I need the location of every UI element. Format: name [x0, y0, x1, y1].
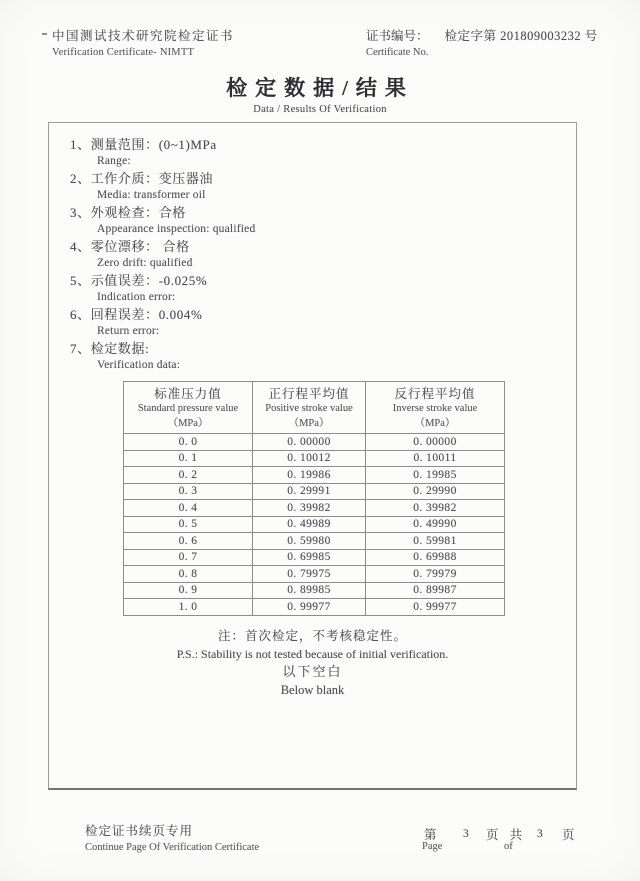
list-item	[70, 170, 576, 204]
column-unit: （MPa）	[288, 418, 330, 429]
table-cell: 0. 0	[124, 434, 253, 451]
table-cell: 0. 59981	[366, 533, 505, 550]
table-cell: 0. 00000	[366, 434, 505, 451]
table-cell: 0. 10012	[253, 450, 366, 467]
table-cell: 0. 7	[124, 549, 253, 566]
footer-pagination	[418, 825, 598, 861]
item-text-cn: 4、零位漂移： 合格	[70, 239, 190, 254]
note-block	[49, 627, 576, 699]
table-row	[124, 533, 505, 550]
table-cell: 0. 19986	[253, 467, 366, 484]
table-cell: 0. 39982	[366, 500, 505, 517]
below-blank-en: Below blank	[280, 682, 345, 697]
column-title-en: Inverse stroke value	[392, 403, 478, 414]
table-row	[124, 549, 505, 566]
item-text-en: Indication error:	[97, 291, 176, 303]
table-row	[124, 467, 505, 484]
column-title-en: Positive stroke value	[265, 403, 353, 414]
table-cell: 0. 79975	[253, 566, 366, 583]
page-label-cn-3: 页	[562, 828, 575, 842]
page-total: 3	[537, 828, 543, 840]
table-body	[124, 434, 505, 616]
list-item	[70, 340, 576, 374]
table-cell: 0. 3	[124, 483, 253, 500]
table-row	[124, 516, 505, 533]
page-label-cn-2: 页 共	[486, 828, 527, 842]
table-cell: 0. 89987	[366, 582, 505, 599]
column-title-cn: 反行程平均值	[394, 387, 476, 401]
footer-page-type-cn: 检定证书续页专用	[85, 824, 194, 838]
list-item	[70, 136, 576, 170]
of-label-en: of	[504, 841, 513, 852]
table-cell: 0. 4	[124, 500, 253, 517]
table-row	[124, 434, 505, 451]
page-title-en: Data / Results Of Verification	[253, 104, 387, 115]
table-header-row	[124, 382, 505, 434]
table-row	[124, 582, 505, 599]
table-cell: 0. 8	[124, 566, 253, 583]
item-text-cn: 5、示值误差：-0.025%	[70, 273, 208, 288]
table-cell: 0. 69985	[253, 549, 366, 566]
table-cell: 0. 89985	[253, 582, 366, 599]
table-row	[124, 566, 505, 583]
footer-page-type	[85, 821, 259, 853]
column-title-cn: 标准压力值	[154, 387, 222, 401]
certificate-number-label-cn: 证书编号：	[366, 29, 429, 43]
table-cell: 0. 49989	[253, 516, 366, 533]
item-text-cn: 6、回程误差：0.004%	[70, 307, 203, 322]
table-cell: 0. 9	[124, 582, 253, 599]
item-text-en: Media: transformer oil	[97, 189, 206, 201]
certificate-number-label-en: Certificate No.	[366, 47, 429, 58]
footer-page-type-en: Continue Page Of Verification Certificate	[85, 842, 260, 853]
column-title-cn: 正行程平均值	[268, 387, 350, 401]
table-cell: 0. 1	[124, 450, 253, 467]
table-row	[124, 500, 505, 517]
below-blank-cn: 以下空白	[282, 663, 343, 679]
verification-data-table	[123, 381, 505, 616]
certificate-number-value: 检定字第 201809003232 号	[444, 29, 598, 43]
issuer-name-cn: 中国测试技术研究院检定证书	[52, 29, 235, 43]
table-cell: 0. 2	[124, 467, 253, 484]
item-text-cn: 1、测量范围：(0~1)MPa	[70, 137, 217, 152]
list-item	[70, 306, 576, 340]
table-cell: 1. 0	[124, 599, 253, 616]
item-text-en: Range:	[97, 155, 131, 167]
list-item	[70, 238, 576, 272]
table-cell: 0. 69988	[366, 549, 505, 566]
page-number: 3	[463, 828, 469, 840]
item-text-en: Verification data:	[97, 359, 181, 371]
table-row	[124, 450, 505, 467]
item-text-cn: 3、外观检查：合格	[70, 205, 186, 220]
page-label-cn-1: 第	[424, 828, 437, 842]
page-label-en: Page	[422, 841, 443, 852]
column-unit: （MPa）	[167, 418, 209, 429]
item-text-cn: 2、工作介质：变压器油	[70, 171, 214, 186]
item-text-en: Zero drift: qualified	[97, 257, 193, 269]
table-row	[124, 599, 505, 616]
table-cell: 0. 10011	[366, 450, 505, 467]
table-cell: 0. 79979	[366, 566, 505, 583]
table-cell: 0. 00000	[253, 434, 366, 451]
list-item	[70, 204, 576, 238]
note-text-en: P.S.: Stability is not tested because of initial verification.	[176, 646, 449, 661]
note-text-cn: 注：首次检定，不考核稳定性。	[217, 628, 407, 643]
certificate-number-block	[366, 26, 598, 58]
table-cell: 0. 29991	[253, 483, 366, 500]
issuer-name-en: Verification Certificate- NIMTT	[52, 47, 195, 58]
list-item	[70, 272, 576, 306]
table-cell: 0. 99977	[253, 599, 366, 616]
table-cell: 0. 19985	[366, 467, 505, 484]
table-cell: 0. 59980	[253, 533, 366, 550]
item-text-en: Appearance inspection: qualified	[97, 223, 256, 235]
table-cell: 0. 39982	[253, 500, 366, 517]
item-text-cn: 7、检定数据:	[70, 341, 150, 356]
column-header-positive-stroke	[253, 382, 366, 434]
table-cell: 0. 6	[124, 533, 253, 550]
table-cell: 0. 49990	[366, 516, 505, 533]
item-text-en: Return error:	[97, 325, 160, 337]
scan-mark	[42, 33, 47, 35]
table-row	[124, 483, 505, 500]
column-title-en: Standard pressure value	[137, 403, 239, 414]
page-title-cn: 检定数据/结果	[226, 76, 414, 100]
table-cell: 0. 99977	[366, 599, 505, 616]
issuer-header	[52, 26, 234, 58]
column-unit: （MPa）	[414, 418, 456, 429]
column-header-inverse-stroke	[366, 382, 505, 434]
table-cell: 0. 29990	[366, 483, 505, 500]
content-frame	[48, 122, 577, 790]
verification-items-list	[70, 136, 576, 374]
table-cell: 0. 5	[124, 516, 253, 533]
column-header-standard-pressure	[124, 382, 253, 434]
